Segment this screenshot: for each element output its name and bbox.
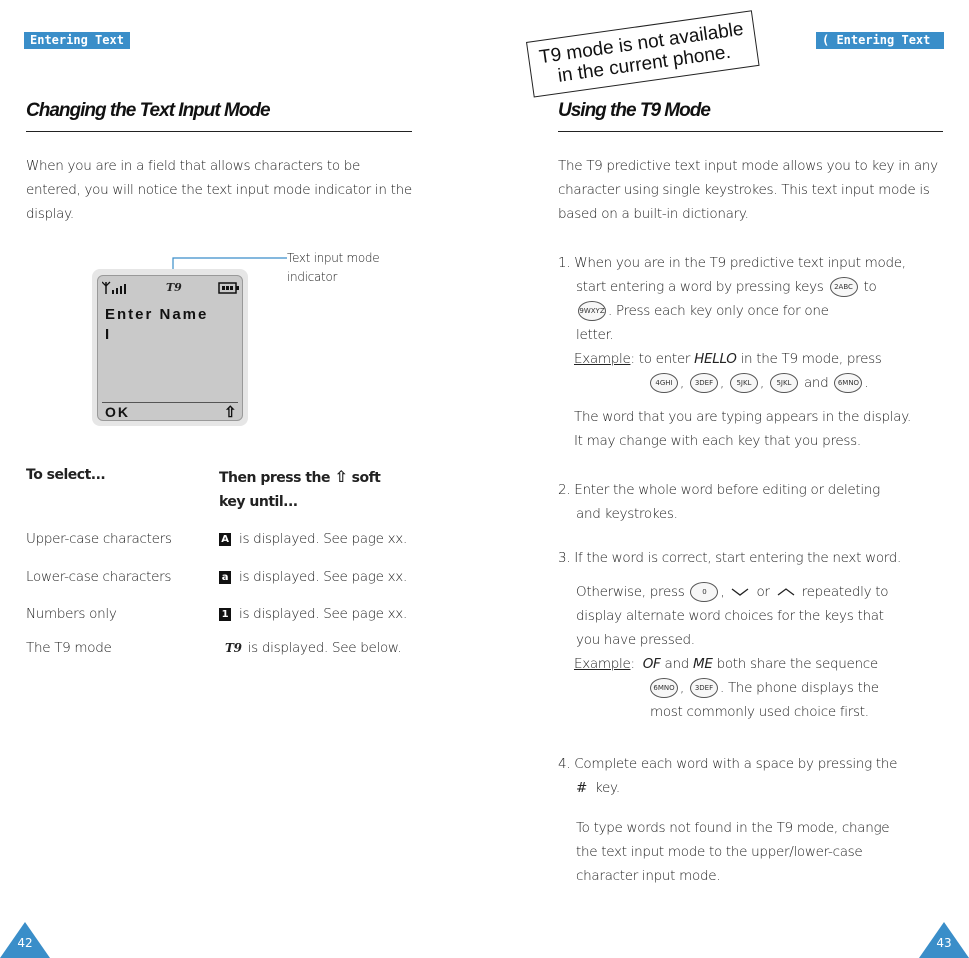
left-page-number: 42: [17, 936, 33, 950]
step1-line3-text: . Press each key only once for one: [608, 303, 829, 319]
step3-example-keys: 6MNO , 3DEF . The phone displays the: [558, 676, 958, 700]
table-row-label: Upper-case characters: [26, 531, 172, 547]
table-row-label: Numbers only: [26, 606, 117, 622]
table-row-value: [219, 565, 407, 589]
step3-line2-post: repeatedly to: [801, 584, 889, 600]
battery-icon: [218, 282, 240, 294]
row-value-text: is displayed. See page xx.: [239, 531, 407, 547]
col2-header-line2: key until...: [219, 494, 298, 510]
example-post: in the T9 mode, press: [740, 351, 882, 367]
numeric-mode-icon: 1: [219, 608, 231, 621]
up-nav-icon: [777, 587, 795, 597]
example-word: HELLO: [694, 351, 737, 367]
right-header-tag: ( Entering Text: [816, 32, 944, 49]
right-page-number: 43: [936, 936, 952, 950]
step2-line2: and keystrokes.: [576, 506, 678, 522]
key-0-icon: 0: [690, 582, 718, 602]
phone-lcd: [97, 275, 243, 421]
key-2-icon: 2ABC: [830, 277, 858, 297]
table-row-value: [219, 602, 407, 626]
right-section-title: Using the T9 Mode: [558, 100, 710, 121]
table-col2-header: [219, 465, 419, 514]
step1-line1: 1. When you are in the T9 predictive text input mode,: [558, 255, 906, 271]
lcd-line-1: Enter Name: [105, 306, 209, 323]
or-text: or: [756, 584, 770, 600]
key-3-icon: 3DEF: [690, 678, 718, 698]
left-header-tag: Entering Text: [24, 32, 130, 49]
step4-line2: [558, 776, 958, 800]
and-text: and: [803, 375, 829, 391]
step-1: [558, 251, 958, 453]
row-value-text: is displayed. See page xx.: [239, 606, 407, 622]
indicator-callout-label: Text input mode indicator: [287, 251, 380, 284]
example-word-me: ME: [693, 656, 713, 672]
t9-mode-icon: T9: [166, 281, 182, 294]
lcd-cursor-line: I: [105, 326, 112, 343]
lowercase-mode-icon: a: [219, 571, 231, 584]
key-6-icon: 6MNO: [650, 678, 678, 698]
step1-example: [558, 347, 958, 371]
signal-icon: [102, 281, 128, 295]
col2-header-pre: Then press the: [219, 470, 330, 486]
row-value-text: is displayed. See page xx.: [239, 569, 407, 585]
left-intro-text: When you are in a field that allows characters to be entered, you will notice the text input mode indicator in the display.: [26, 158, 412, 222]
right-title-rule: [558, 131, 943, 132]
step1-line3: [558, 299, 958, 323]
step-3: [558, 546, 958, 724]
table-row-value: [219, 527, 407, 551]
hash-key-icon: #: [576, 780, 588, 796]
key-9-icon: 9WXYZ: [578, 301, 606, 321]
step1-line2-post: to: [863, 279, 877, 295]
example-label: Example: [574, 351, 631, 367]
step-2: [558, 478, 958, 526]
step1-example-keys: 4GHI , 3DEF , 5JKL , 5JKL and 6MNO .: [558, 371, 958, 395]
key-6-icon: 6MNO: [834, 373, 862, 393]
example-label: Example: [574, 656, 631, 672]
table-row-label: Lower-case characters: [26, 569, 172, 585]
key-3-icon: 3DEF: [690, 373, 718, 393]
example-word-of: OF: [642, 656, 661, 672]
table-col1-header: To select...: [26, 467, 106, 483]
down-nav-icon: [731, 587, 749, 597]
step3-example: Example: OF and ME both share the sequence: [574, 656, 878, 672]
step1-line4: letter.: [576, 327, 614, 343]
step4-follow2: the text input mode to the upper/lower-case: [576, 844, 863, 860]
step4-line1: 4. Complete each word with a space by pressing the: [558, 756, 898, 772]
step3-line2-pre: Otherwise, press: [576, 584, 685, 600]
col2-header-post: soft: [351, 470, 381, 486]
left-section-title: Changing the Text Input Mode: [26, 100, 270, 121]
key-5-icon: 5JKL: [770, 373, 798, 393]
and-text: and: [664, 656, 689, 672]
step3-line4: you have pressed.: [576, 632, 695, 648]
table-row-value: [225, 636, 401, 660]
step1-line2: [558, 275, 958, 299]
step-4: [558, 752, 958, 888]
example-line3: most commonly used choice first.: [650, 704, 869, 720]
row-value-text: is displayed. See below.: [247, 640, 402, 656]
step4-follow1: To type words not found in the T9 mode, change: [576, 820, 890, 836]
example-post: both share the sequence: [716, 656, 878, 672]
step1-follow2: It may change with each key that you press.: [574, 433, 861, 449]
example-line2-post: . The phone displays the: [719, 680, 879, 696]
step3-line1: 3. If the word is correct, start entering the next word.: [558, 550, 902, 566]
shift-key-icon: ⇧: [334, 467, 348, 486]
step4-follow3: character input mode.: [576, 868, 721, 884]
left-title-rule: [26, 131, 412, 132]
right-header-text: Entering Text: [836, 33, 931, 47]
step4-line2-text: key.: [595, 780, 620, 796]
step2-line1: 2. Enter the whole word before editing or deleting: [558, 482, 880, 498]
key-4-icon: 4GHI: [650, 373, 678, 393]
step1-line2-pre: start entering a word by pressing keys: [576, 279, 824, 295]
right-intro-text: The T9 predictive text input mode allows you to key in any character using single keystrokes. This text input mode is based on a built-in dictionary.: [558, 158, 938, 222]
softkey-shift-icon: ⇧: [224, 404, 237, 421]
lcd-softkey-rule: [102, 402, 238, 403]
t9-mode-icon: T9: [225, 641, 242, 655]
table-row-label: The T9 mode: [26, 640, 112, 656]
uppercase-mode-icon: A: [219, 533, 231, 546]
softkey-ok: OK: [105, 404, 130, 420]
step3-line3: display alternate word choices for the keys that: [576, 608, 884, 624]
step3-line2: Otherwise, press 0 , or repeatedly to: [576, 584, 889, 600]
availability-note: T9 mode is not available in the current phone.: [526, 10, 760, 97]
key-5-icon: 5JKL: [730, 373, 758, 393]
step1-follow1: The word that you are typing appears in the display.: [574, 409, 911, 425]
phone-display-frame: [92, 269, 248, 426]
example-pre: : to enter: [630, 351, 691, 367]
